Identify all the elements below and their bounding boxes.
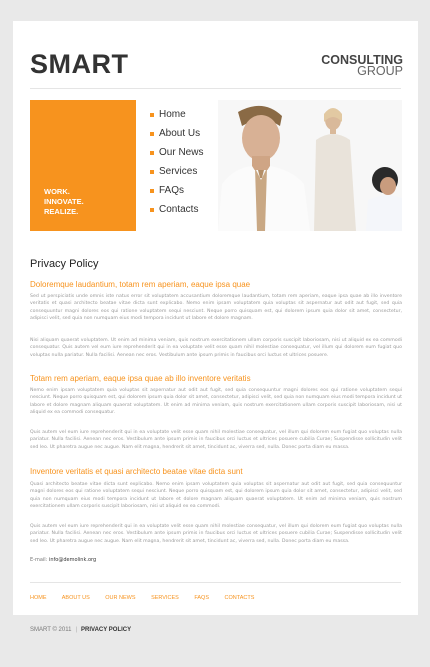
tagline-line: INNOVATE.: [44, 197, 84, 206]
bullet-icon: [150, 113, 154, 117]
consulting-label: CONSULTING: [321, 53, 403, 67]
footer-link-services[interactable]: SERVICES: [151, 595, 179, 601]
hero-photo: [218, 100, 402, 231]
paragraph: Quis autem vel eum iure reprehenderit qui in ea voluptate velit esse quam nihil molestiae consequatur, vel illum qui dolorem eum fugiat quo voluptas nulla pariatur. Nulla facilisi. Aenean nec eros. Vestibulum ante ipsum primis in faucibus orci luctus et ultrices posuere cubilia Curae; Suspendisse sollicitudin velit sed leo. Ut pharetra augue nec augue. Nam elit magna, hendrerit sit amet, tincidunt ac, viverra sed, nulla. Donec porta diam eu massa.: [30, 430, 402, 450]
email-line: [30, 557, 96, 563]
nav-label: FAQs: [159, 185, 185, 196]
bullet-icon: [150, 132, 154, 136]
page-container: [13, 21, 418, 615]
paragraph: Quasi architecto beatae vitae dicta sunt explicabo. Nemo enim ipsam voluptatem quia voluptas sit aspernatur aut odit aut fugit, sed quia consequuntur magni dolores eos qui ratione voluptatem sequi nesciunt. Neque porro quisquam est, qui dolorem ipsum quia dolor sit amet, consectetur, adipisci velit, sed quia non numquam eius modi tempora incidunt ut labore et dolore magnam aliquam quaerat voluptatem. Ut enim ad minima veniam, quis nostrum exercitationem ullam corporis suscipit laboriosam, nisi ut aliquid ex ea commodi.: [30, 482, 402, 509]
footer-divider: [30, 582, 401, 583]
nav-item-home[interactable]: [150, 109, 203, 128]
paragraph: Nisi aliquam quaerat voluptatem. Ut enim ad minima veniam, quis nostrum exercitationem ullam corporis suscipit laboriosam, nisi ut aliquid ex ea commodi consequatur. Quis autem vel eum iure reprehenderit qui in ea voluptate velit esse quam nihil molestiae consequatur, vel illum qui dolorem eum fugiat quo voluptas nulla pariatur. Nulla facilisi. Aenean nec eros. Vestibulum ante ipsum primis in faucibus orci luctus et ultrices posuere.: [30, 338, 402, 358]
nav-label: Services: [159, 166, 198, 177]
group-label: GROUP: [357, 64, 403, 78]
nav-item-our-news[interactable]: [150, 147, 203, 166]
footer-link-about-us[interactable]: ABOUT US: [61, 595, 90, 601]
nav-item-about-us[interactable]: [150, 128, 203, 147]
email-label: E-mail:: [30, 557, 48, 563]
paragraph: Quis autem vel eum iure reprehenderit qui in ea voluptate velit esse quam nihil molestiae consequatur, vel illum qui dolorem eum fugiat quo voluptas nulla pariatur. Nulla facilisi. Aenean nec eros. Vestibulum ante ipsum primis in faucibus orci luctus et ultrices posuere cubilia Curae; Suspendisse sollicitudin velit sed leo. Ut pharetra augue nec augue. Nam elit magna, hendrerit sit amet, tincidunt ac, viverra sed, nulla. Donec porta diam eu massa.: [30, 524, 402, 544]
bullet-icon: [150, 151, 154, 155]
page-title: Privacy Policy: [30, 258, 99, 270]
footer-link-contacts[interactable]: CONTACTS: [224, 595, 255, 601]
bullet-icon: [150, 189, 154, 193]
tagline-line: REALIZE.: [44, 207, 79, 216]
bullet-icon: [150, 170, 154, 174]
site-footer: [30, 627, 131, 633]
tagline-line: WORK.: [44, 187, 70, 196]
promo-block: [30, 100, 136, 231]
copyright: SMART © 2011: [30, 627, 72, 633]
footer-link-home[interactable]: HOME: [30, 595, 47, 601]
footer-nav: [30, 595, 268, 601]
paragraph: Nemo enim ipsam voluptatem quia voluptas sit aspernatur aut odit aut fugit, sed quia consequuntur magni dolores eos qui ratione voluptatem sequi nesciunt. Neque porro quisquam est, qui dolorem ipsum quia dolor sit amet, consectetur, adipisci velit, sed quia non numquam eius modi tempora incidunt ut labore et dolore magnam aliquam quaerat voluptatem. Ut enim ad minima veniam, quis nostrum exercitationem ullam corporis suscipit laboriosam, nisi ut aliquid ex ea commodi consequatur.: [30, 388, 402, 415]
tagline: [44, 187, 84, 217]
nav-item-services[interactable]: [150, 166, 203, 185]
header: [13, 21, 418, 88]
bullet-icon: [150, 208, 154, 212]
email-link[interactable]: info@demolink.org: [48, 557, 97, 563]
footer-link-our-news[interactable]: OUR NEWS: [105, 595, 136, 601]
business-people-illustration: [218, 100, 402, 231]
section-heading: Totam rem aperiam, eaque ipsa quae ab illo inventore veritatis: [30, 374, 251, 383]
nav-label: Contacts: [159, 204, 199, 215]
nav-item-faqs[interactable]: [150, 185, 203, 204]
logo[interactable]: SMART: [30, 49, 129, 79]
privacy-policy-link[interactable]: PRIVACY POLICY: [81, 627, 132, 633]
nav-item-contacts[interactable]: [150, 204, 203, 223]
paragraph: Sed ut perspiciatis unde omnis iste natus error sit voluptatem accusantium doloremque laudantium, totam rem aperiam, eaque ipsa quae ab illo inventore veritatis et quasi architecto beatae vitae dicta sunt explicabo. Nemo enim ipsam voluptatem quia voluptas sit aspernatur aut odit aut fugit, sed quia consequuntur magni dolores eos qui ratione voluptatem sequi nesciunt. Neque porro quisquam est, qui dolorem ipsum quia dolor sit amet, consectetur, adipisci velit, sed quia non numquam eius modi tempora incidunt ut labore et dolore magnam.: [30, 294, 402, 321]
footer-link-faqs[interactable]: FAQS: [194, 595, 209, 601]
header-divider: [30, 88, 401, 89]
section-heading: Inventore veritatis et quasi architecto beatae vitae dicta sunt: [30, 467, 243, 476]
nav-label: Home: [159, 109, 186, 120]
nav-label: About Us: [159, 128, 201, 139]
nav-label: Our News: [159, 147, 204, 158]
footer-separator: |: [75, 627, 78, 633]
section-heading: Doloremque laudantium, totam rem aperiam, eaque ipsa quae: [30, 280, 251, 289]
main-nav: [150, 109, 203, 223]
